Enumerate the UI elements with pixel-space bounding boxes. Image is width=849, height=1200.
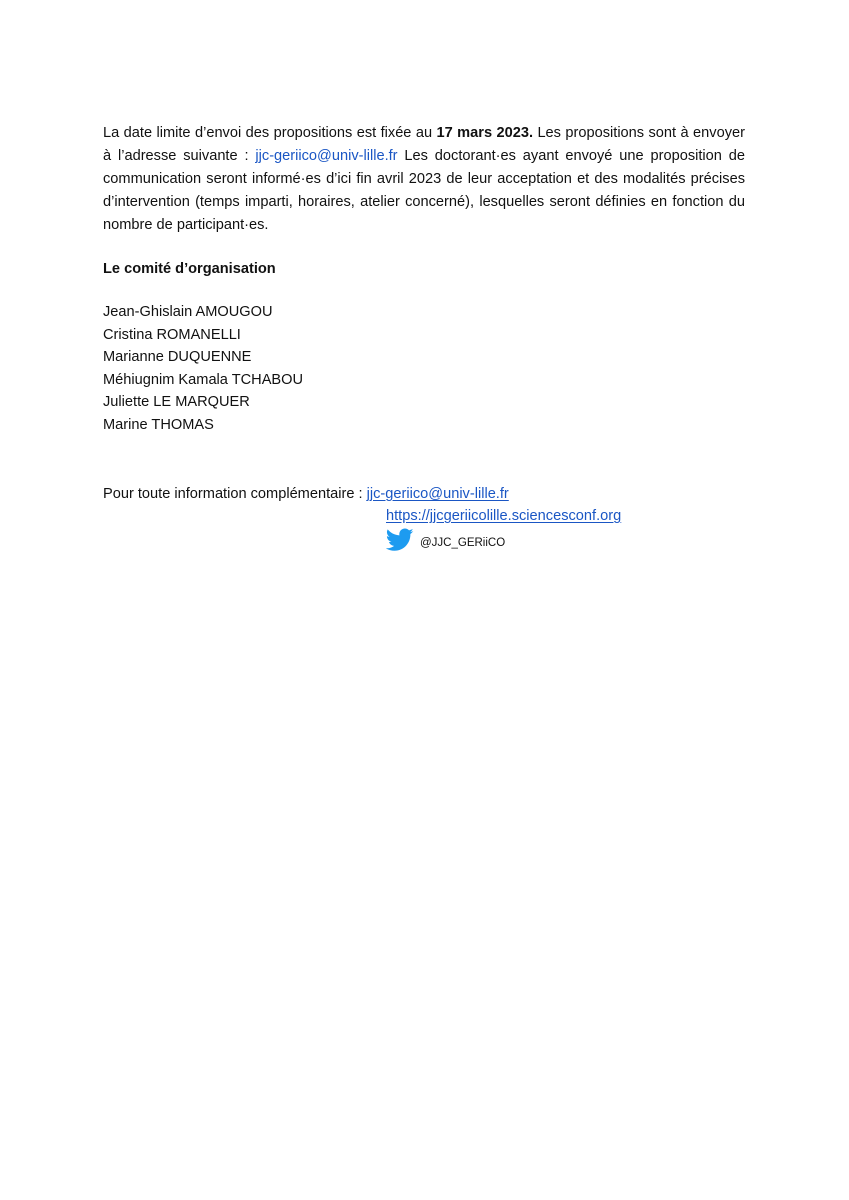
- committee-member: Jean-Ghislain AMOUGOU: [103, 304, 273, 320]
- committee-member: Marine THOMAS: [103, 416, 214, 433]
- contact-label: Pour toute information complémentaire :: [103, 486, 367, 502]
- committee-member: Méhiugnim Kamala TCHABOU: [103, 371, 304, 388]
- committee-list: [103, 301, 303, 437]
- twitter-handle[interactable]: @JJC_GERiiCO: [420, 537, 506, 549]
- intro-text-1: La date limite d’envoi des propositions est fixée au: [103, 125, 437, 141]
- committee-member: Juliette LE MARQUER: [103, 394, 250, 411]
- contact-line: [103, 483, 509, 505]
- intro-text-2: Les propositions sont à envoyer à l’adresse suivante :: [103, 125, 745, 164]
- committee-member: Marianne DUQUENNE: [103, 349, 252, 366]
- committee-member: Cristina ROMANELLI: [103, 326, 241, 343]
- deadline-date: 17 mars 2023.: [436, 125, 534, 141]
- contact-email-link[interactable]: jjc-geriico@univ-lille.fr: [366, 486, 509, 502]
- website-line: [386, 505, 621, 527]
- intro-text-3: Les doctorant·es ayant envoyé une proposition de communication seront informé·es d’ici fin avril 2023 de leur acceptation et des modalités précises d’intervention (temps imparti, horaires, atelier concerné), lesquelles seront définies en fonction du nombre de participant·es.: [103, 148, 745, 233]
- twitter-line: [386, 527, 505, 553]
- submission-email-link[interactable]: jjc-geriico@univ-lille.fr: [255, 148, 398, 164]
- twitter-bird-icon[interactable]: [386, 528, 414, 552]
- website-link[interactable]: https://jjcgeriicolille.sciencesconf.org: [386, 508, 622, 524]
- intro-paragraph: [103, 122, 745, 237]
- committee-heading: Le comité d’organisation: [103, 261, 276, 277]
